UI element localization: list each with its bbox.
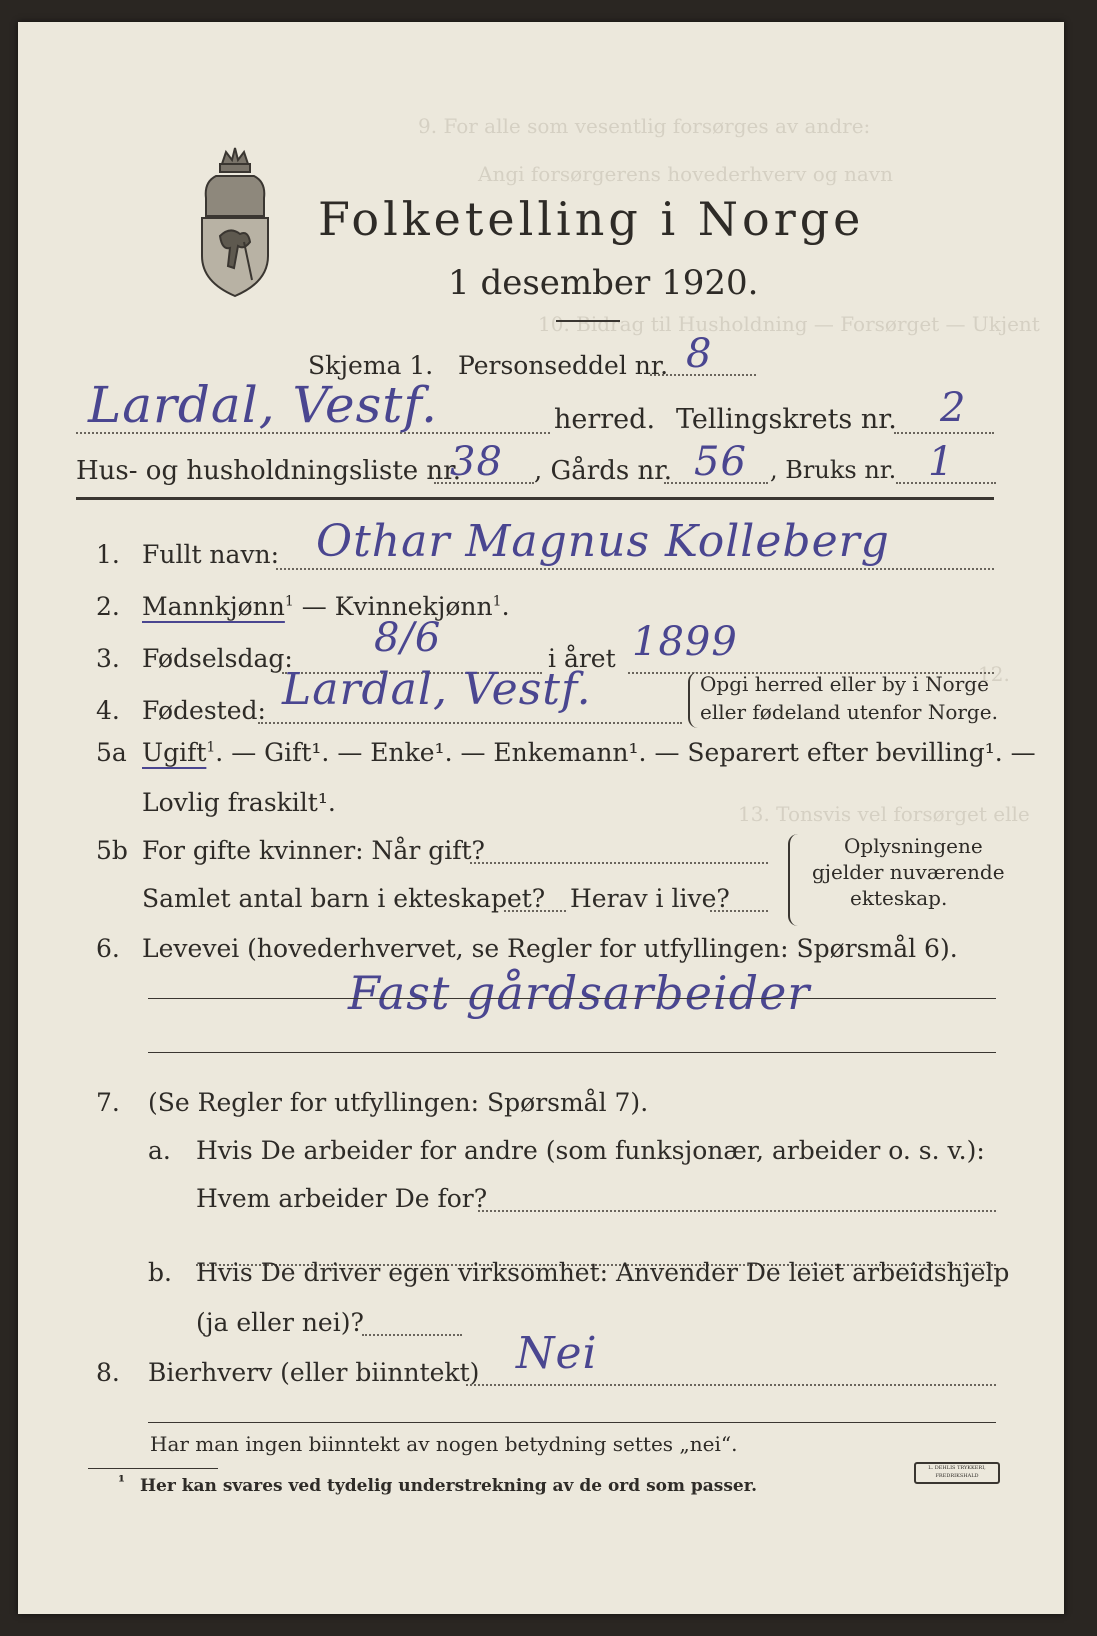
- q8-value: Nei: [516, 1328, 598, 1379]
- q5b-line2a: Samlet antal barn i ekteskapet?: [142, 884, 546, 913]
- q5b-brace: [788, 834, 798, 926]
- q2-number: 2.: [96, 592, 120, 621]
- q7b-field: [362, 1334, 462, 1336]
- q3-value: 8/6: [374, 615, 442, 661]
- bruks-value: 1: [928, 439, 955, 485]
- header-divider: [76, 497, 994, 500]
- norwegian-coat-of-arms-icon: [194, 146, 276, 298]
- q7a-number: a.: [148, 1136, 171, 1165]
- bleed-through-text: 9. For alle som vesentlig forsørges av andre:: [418, 114, 871, 138]
- personseddel-value: 8: [686, 331, 713, 377]
- gards-value: 56: [694, 439, 747, 485]
- q7a-line1: Hvis De arbeider for andre (som funksjonær, arbeider o. s. v.):: [196, 1136, 985, 1165]
- bruks-label: , Bruks nr.: [770, 456, 897, 484]
- form-title: Folketelling i Norge: [318, 192, 865, 246]
- q5b-note2: gjelder nuværende: [812, 860, 1005, 884]
- q4-brace: [688, 672, 698, 728]
- bleed-through-text: 10. Bidrag til Husholdning — Forsørget — Ukjent: [538, 312, 1040, 336]
- q7a-line2: Hvem arbeider De for?: [196, 1184, 488, 1213]
- q4-label: Fødested:: [142, 696, 266, 725]
- husliste-label: Hus- og husholdningsliste nr.: [76, 456, 462, 486]
- option-kvinnekjonn[interactable]: Kvinnekjønn: [334, 592, 493, 621]
- q6-answer-line2: [148, 1052, 996, 1053]
- q2-options: Mannkjønn$^1$ — Kvinnekjønn$^1$.: [142, 592, 510, 621]
- q5b-line1-field: [470, 862, 768, 864]
- q5a-number: 5a: [96, 738, 127, 767]
- q7b-line2: (ja eller nei)?: [196, 1308, 364, 1337]
- q4-line: [258, 722, 682, 724]
- q5b-note3: ekteskap.: [850, 886, 948, 910]
- q8-label: Bierhverv (eller biinntekt): [148, 1358, 480, 1387]
- q3-label: Fødselsdag:: [142, 644, 293, 673]
- q5a-line2: Lovlig fraskilt¹.: [142, 788, 336, 817]
- q6-answer-line1: [148, 998, 996, 999]
- q4-note-line2: eller fødeland utenfor Norge.: [700, 700, 998, 724]
- q7a-field: [478, 1210, 996, 1212]
- husliste-value: 38: [450, 439, 503, 485]
- bleed-through-text: Angi forsørgerens hovederhverv og navn: [478, 162, 893, 186]
- q5a-options: Ugift$^1$. — Gift¹. — Enke¹. — Enkemann¹. — Separert efter bevilling¹. —: [142, 738, 1036, 767]
- form-date: 1 desember 1920.: [448, 263, 759, 303]
- q3-number: 3.: [96, 644, 120, 673]
- skjema-label: Skjema 1.: [308, 351, 434, 380]
- q8-answer-line2: [148, 1422, 996, 1423]
- herred-value: Lardal, Vestf.: [88, 376, 438, 434]
- q3-year-label: i året: [548, 644, 616, 673]
- tellingskrets-value: 2: [940, 385, 967, 431]
- q6-label: Levevei (hovederhvervet, se Regler for utfyllingen: Spørsmål 6).: [142, 934, 958, 963]
- option-ugift[interactable]: Ugift: [142, 738, 207, 767]
- q5b-line2b-field: [710, 910, 768, 912]
- tellingskrets-line: [894, 432, 994, 434]
- q8-line: [466, 1384, 996, 1386]
- q5b-note1: Oplysningene: [844, 834, 983, 858]
- footnote-text: Her kan svares ved tydelig understrekning av de ord som passer.: [140, 1476, 758, 1496]
- bleed-through-text: 13. Tonsvis vel forsørget elle: [738, 802, 1030, 826]
- footnote-rule: [88, 1468, 218, 1469]
- q4-number: 4.: [96, 696, 120, 725]
- q4-value: Lardal, Vestf.: [282, 664, 592, 715]
- bleed-through-text: 12.: [978, 662, 1010, 686]
- q5b-line1: For gifte kvinner: Når gift?: [142, 836, 485, 865]
- q4-note-line1: Opgi herred eller by i Norge: [700, 672, 989, 696]
- option-mannkjonn[interactable]: Mannkjønn: [142, 592, 285, 621]
- q7-number: 7.: [96, 1088, 120, 1117]
- q7-label: (Se Regler for utfyllingen: Spørsmål 7).: [148, 1088, 649, 1117]
- option-rest: . — Gift¹. — Enke¹. — Enkemann¹. — Separert efter bevilling¹. —: [215, 738, 1036, 767]
- q1-label: Fullt navn:: [142, 540, 280, 569]
- q5b-line2b: Herav i live?: [570, 884, 730, 913]
- footnote-mark: ¹: [118, 1472, 126, 1491]
- q5b-number: 5b: [96, 836, 128, 865]
- printer-mark: L. DEHLIS TRYKKERI, FREDRIKSHALD: [914, 1462, 1000, 1484]
- census-form: [18, 22, 1064, 1614]
- tellingskrets-label: Tellingskrets nr.: [676, 404, 897, 435]
- q7b-number: b.: [148, 1258, 172, 1287]
- q1-value: Othar Magnus Kolleberg: [316, 516, 890, 567]
- q8-number: 8.: [96, 1358, 120, 1387]
- personseddel-label: Personseddel nr.: [458, 351, 669, 380]
- q1-number: 1.: [96, 540, 120, 569]
- q6-value: Fast gårdsarbeider: [348, 966, 811, 1020]
- q8-note: Har man ingen biinntekt av nogen betydning settes „nei“.: [150, 1432, 738, 1456]
- q6-number: 6.: [96, 934, 120, 963]
- title-divider: [556, 320, 620, 322]
- gards-label: , Gårds nr.: [534, 456, 673, 486]
- q7b-line1: Hvis De driver egen virksomhet: Anvender De leiet arbeidshjelp: [196, 1258, 1010, 1287]
- q3-year-value: 1899: [632, 619, 738, 665]
- herred-label: herred.: [554, 404, 656, 435]
- q5b-line2a-field: [504, 910, 566, 912]
- q1-line: [276, 568, 994, 570]
